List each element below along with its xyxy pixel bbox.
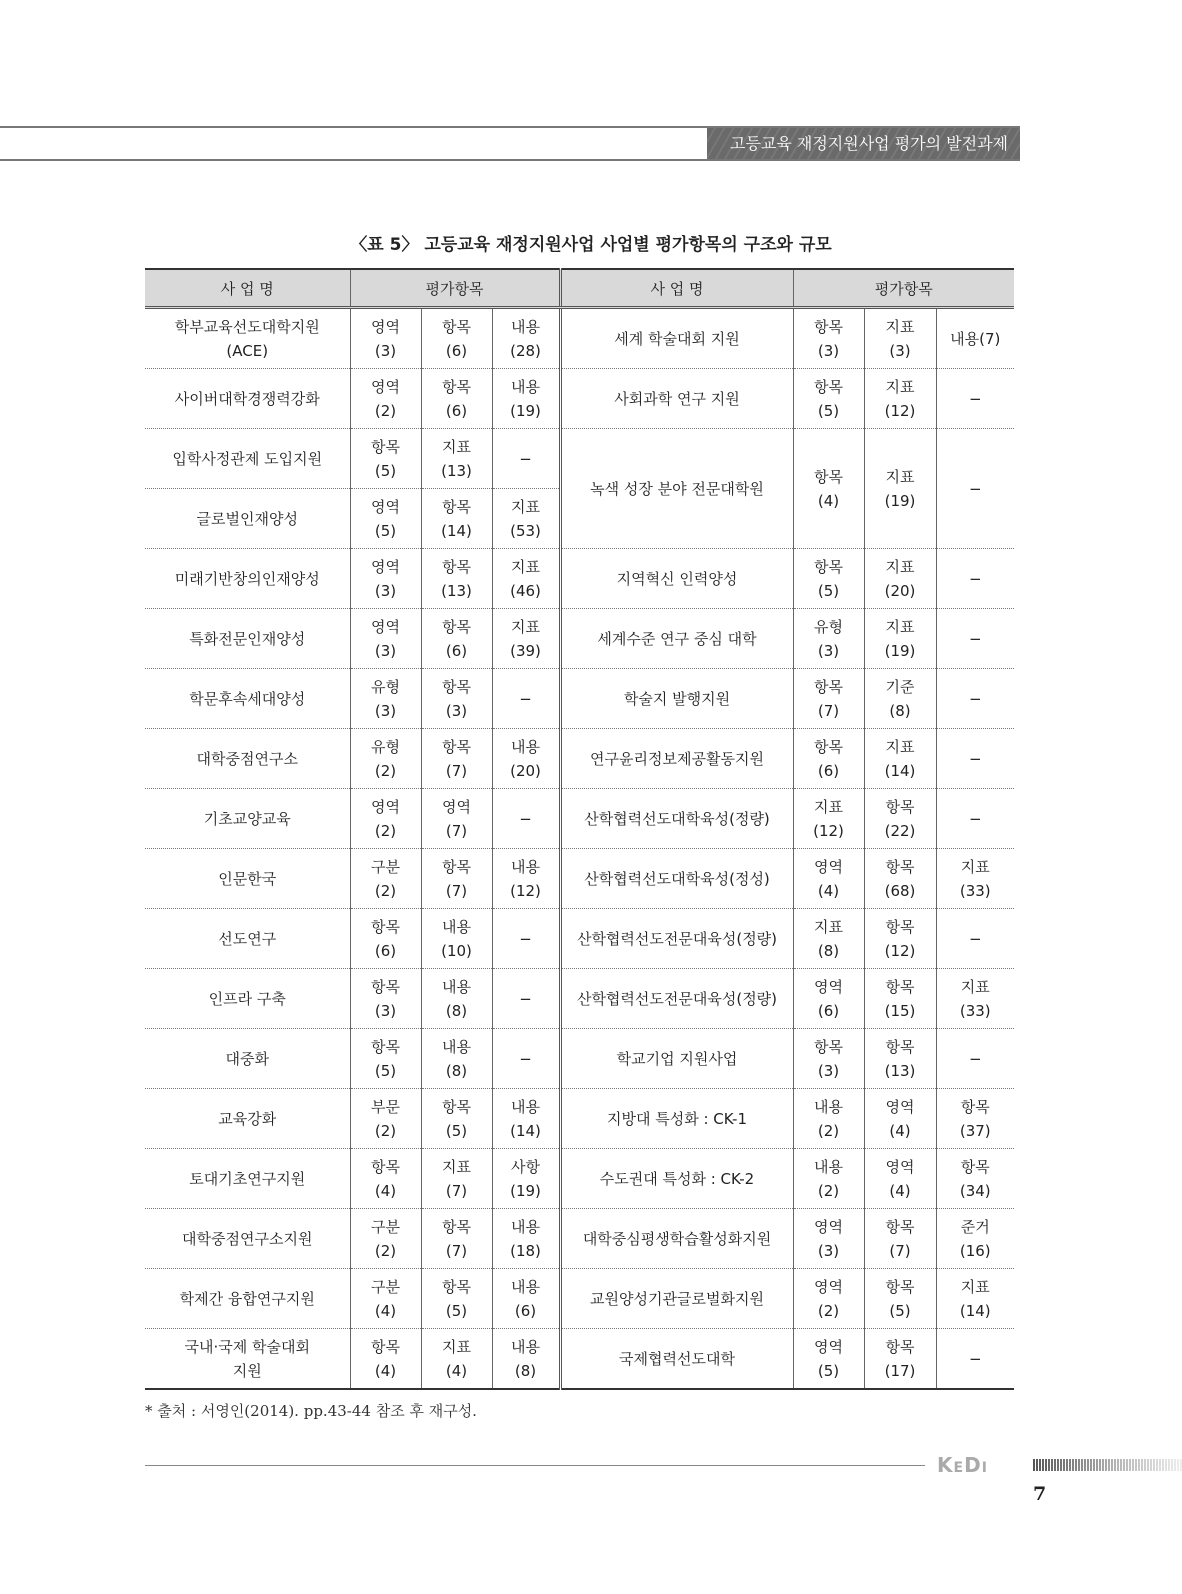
program-name: 입학사정관제 도입지원 xyxy=(145,429,350,489)
evaluation-cell: 항목 (3) xyxy=(793,1029,864,1089)
evaluation-cell: − xyxy=(936,549,1014,609)
evaluation-cell: 지표 (12) xyxy=(864,369,936,429)
evaluation-cell: 영역 (2) xyxy=(350,789,421,849)
evaluation-cell: 영역 (5) xyxy=(350,489,421,549)
evaluation-cell: 항목 (68) xyxy=(864,849,936,909)
evaluation-cell: − xyxy=(936,1029,1014,1089)
evaluation-cell: 내용 (19) xyxy=(492,369,560,429)
evaluation-cell: 영역 (3) xyxy=(350,308,421,369)
evaluation-cell: 내용 (28) xyxy=(492,308,560,369)
footer-gradient-bars xyxy=(1033,1459,1182,1471)
evaluation-cell: 항목 (17) xyxy=(864,1329,936,1390)
table-row xyxy=(145,1029,1014,1089)
program-name: 산학협력선도대학육성(정성) xyxy=(560,849,793,909)
evaluation-cell: 유형 (3) xyxy=(793,609,864,669)
program-name: 국내·국제 학술대회 지원 xyxy=(145,1329,350,1390)
table-row xyxy=(145,308,1014,369)
evaluation-cell: 지표 (19) xyxy=(864,429,936,549)
evaluation-cell: 항목 (5) xyxy=(793,369,864,429)
evaluation-cell: 지표 (46) xyxy=(492,549,560,609)
program-name: 세계수준 연구 중심 대학 xyxy=(560,609,793,669)
evaluation-cell: 내용 (2) xyxy=(793,1149,864,1209)
evaluation-cell: − xyxy=(492,909,560,969)
evaluation-cell: 지표 (33) xyxy=(936,849,1014,909)
evaluation-cell: 항목 (6) xyxy=(421,308,492,369)
evaluation-cell: 영역 (3) xyxy=(350,609,421,669)
program-name: 특화전문인재양성 xyxy=(145,609,350,669)
evaluation-cell: 항목 (6) xyxy=(421,609,492,669)
program-name: 대학중점연구소 xyxy=(145,729,350,789)
kedi-logo: KEDI xyxy=(937,1453,988,1477)
program-name: 산학협력선도대학육성(정량) xyxy=(560,789,793,849)
evaluation-cell: 항목 (6) xyxy=(350,909,421,969)
table-row xyxy=(145,849,1014,909)
table-title: 〈표 5〉 고등교육 재정지원사업 사업별 평가항목의 구조와 규모 xyxy=(350,235,832,255)
evaluation-cell: 내용 (12) xyxy=(492,849,560,909)
evaluation-cell: 내용 (10) xyxy=(421,909,492,969)
evaluation-cell: 지표 (53) xyxy=(492,489,560,549)
evaluation-cell: 항목 (5) xyxy=(421,1269,492,1329)
table-row xyxy=(145,969,1014,1029)
program-name: 사회과학 연구 지원 xyxy=(560,369,793,429)
evaluation-cell: − xyxy=(492,429,560,489)
program-name: 대중화 xyxy=(145,1029,350,1089)
running-header: 고등교육 재정지원사업 평가의 발전과제 xyxy=(707,128,1020,159)
program-name: 인프라 구축 xyxy=(145,969,350,1029)
evaluation-cell: 지표 (7) xyxy=(421,1149,492,1209)
evaluation-cell: 항목 (3) xyxy=(793,308,864,369)
program-name: 지방대 특성화 : CK-1 xyxy=(560,1089,793,1149)
evaluation-cell: 지표 (33) xyxy=(936,969,1014,1029)
evaluation-cell: 구분 (2) xyxy=(350,1209,421,1269)
header-rule-bottom xyxy=(0,159,1020,161)
program-name: 산학협력선도전문대육성(정량) xyxy=(560,969,793,1029)
evaluation-cell: 항목 (3) xyxy=(421,669,492,729)
evaluation-cell: 지표 (3) xyxy=(864,308,936,369)
evaluation-cell: 항목 (7) xyxy=(421,729,492,789)
evaluation-cell: 지표 (13) xyxy=(421,429,492,489)
evaluation-cell: 준거 (16) xyxy=(936,1209,1014,1269)
program-name: 학술지 발행지원 xyxy=(560,669,793,729)
evaluation-cell: 내용 (8) xyxy=(421,969,492,1029)
program-name: 미래기반창의인재양성 xyxy=(145,549,350,609)
evaluation-cell: 항목 (13) xyxy=(864,1029,936,1089)
table-row xyxy=(145,789,1014,849)
evaluation-cell: 항목 (6) xyxy=(793,729,864,789)
program-name: 기초교양교육 xyxy=(145,789,350,849)
evaluation-cell: − xyxy=(936,729,1014,789)
evaluation-cell: 항목 (37) xyxy=(936,1089,1014,1149)
evaluation-cell: 항목 (3) xyxy=(350,969,421,1029)
evaluation-cell: − xyxy=(936,1329,1014,1390)
evaluation-cell: 항목 (15) xyxy=(864,969,936,1029)
evaluation-cell: 항목 (5) xyxy=(421,1089,492,1149)
evaluation-cell: 구분 (4) xyxy=(350,1269,421,1329)
evaluation-cell: − xyxy=(936,669,1014,729)
evaluation-cell: 내용 (8) xyxy=(421,1029,492,1089)
evaluation-cell: 지표 (14) xyxy=(864,729,936,789)
evaluation-cell: 구분 (2) xyxy=(350,849,421,909)
program-name: 세계 학술대회 지원 xyxy=(560,308,793,369)
table-row xyxy=(145,429,1014,489)
evaluation-cell: 영역 (2) xyxy=(350,369,421,429)
table-row xyxy=(145,1149,1014,1209)
program-name: 교육강화 xyxy=(145,1089,350,1149)
table-row xyxy=(145,1269,1014,1329)
program-name: 학교기업 지원사업 xyxy=(560,1029,793,1089)
header-name-right: 사 업 명 xyxy=(560,269,793,308)
evaluation-cell: 내용 (20) xyxy=(492,729,560,789)
program-name: 대학중심평생학습활성화지원 xyxy=(560,1209,793,1269)
evaluation-cell: 영역 (3) xyxy=(350,549,421,609)
program-name: 인문한국 xyxy=(145,849,350,909)
evaluation-cell: 영역 (4) xyxy=(864,1149,936,1209)
evaluation-cell: 유형 (2) xyxy=(350,729,421,789)
program-name: 사이버대학경쟁력강화 xyxy=(145,369,350,429)
table-row xyxy=(145,609,1014,669)
evaluation-cell: 영역 (7) xyxy=(421,789,492,849)
header-items-right: 평가항목 xyxy=(793,269,1014,308)
evaluation-cell: − xyxy=(936,369,1014,429)
evaluation-cell: − xyxy=(492,789,560,849)
table-row xyxy=(145,1329,1014,1390)
evaluation-cell: 항목 (13) xyxy=(421,549,492,609)
evaluation-cell: 영역 (3) xyxy=(793,1209,864,1269)
table-row xyxy=(145,729,1014,789)
evaluation-cell: 지표 (39) xyxy=(492,609,560,669)
program-name: 산학협력선도전문대육성(정량) xyxy=(560,909,793,969)
evaluation-cell: − xyxy=(492,1029,560,1089)
evaluation-cell: 내용(7) xyxy=(936,308,1014,369)
table-row xyxy=(145,369,1014,429)
evaluation-table xyxy=(145,268,1014,1390)
evaluation-cell: 부문 (2) xyxy=(350,1089,421,1149)
evaluation-cell: 지표 (12) xyxy=(793,789,864,849)
source-note: * 출처 : 서영인(2014). pp.43-44 참조 후 재구성. xyxy=(145,1402,477,1420)
evaluation-cell: 내용 (18) xyxy=(492,1209,560,1269)
table-row xyxy=(145,1089,1014,1149)
evaluation-cell: 내용 (6) xyxy=(492,1269,560,1329)
evaluation-cell: − xyxy=(936,909,1014,969)
evaluation-cell: 지표 (14) xyxy=(936,1269,1014,1329)
table-row xyxy=(145,669,1014,729)
table-row xyxy=(145,909,1014,969)
program-name: 대학중점연구소지원 xyxy=(145,1209,350,1269)
evaluation-cell: 항목 (5) xyxy=(350,1029,421,1089)
program-name: 학부교육선도대학지원 (ACE) xyxy=(145,308,350,369)
evaluation-cell: 영역 (2) xyxy=(793,1269,864,1329)
evaluation-cell: 항목 (4) xyxy=(350,1329,421,1390)
evaluation-cell: 항목 (7) xyxy=(793,669,864,729)
evaluation-cell: 지표 (20) xyxy=(864,549,936,609)
program-name: 글로벌인재양성 xyxy=(145,489,350,549)
program-name: 수도권대 특성화 : CK-2 xyxy=(560,1149,793,1209)
evaluation-cell: 항목 (34) xyxy=(936,1149,1014,1209)
program-name: 녹색 성장 분야 전문대학원 xyxy=(560,429,793,549)
evaluation-cell: 항목 (7) xyxy=(421,1209,492,1269)
evaluation-cell: 항목 (5) xyxy=(350,429,421,489)
evaluation-cell: 항목 (4) xyxy=(793,429,864,549)
program-name: 국제협력선도대학 xyxy=(560,1329,793,1390)
evaluation-cell: 내용 (2) xyxy=(793,1089,864,1149)
evaluation-cell: 내용 (8) xyxy=(492,1329,560,1390)
evaluation-cell: 지표 (19) xyxy=(864,609,936,669)
evaluation-cell: 항목 (7) xyxy=(864,1209,936,1269)
header-items-left: 평가항목 xyxy=(350,269,560,308)
table-header-row xyxy=(145,269,1014,308)
evaluation-cell: 항목 (5) xyxy=(864,1269,936,1329)
evaluation-cell: 지표 (8) xyxy=(793,909,864,969)
table-row xyxy=(145,1209,1014,1269)
program-name: 학제간 융합연구지원 xyxy=(145,1269,350,1329)
evaluation-cell: 내용 (14) xyxy=(492,1089,560,1149)
table-row xyxy=(145,549,1014,609)
evaluation-cell: 영역 (4) xyxy=(864,1089,936,1149)
evaluation-cell: 항목 (6) xyxy=(421,369,492,429)
evaluation-cell: − xyxy=(936,429,1014,549)
evaluation-cell: 항목 (12) xyxy=(864,909,936,969)
evaluation-cell: − xyxy=(936,609,1014,669)
evaluation-cell: 항목 (14) xyxy=(421,489,492,549)
evaluation-cell: 사항 (19) xyxy=(492,1149,560,1209)
page-number: 7 xyxy=(1033,1483,1047,1505)
evaluation-cell: 영역 (4) xyxy=(793,849,864,909)
evaluation-cell: 영역 (5) xyxy=(793,1329,864,1390)
program-name: 지역혁신 인력양성 xyxy=(560,549,793,609)
header-name-left: 사 업 명 xyxy=(145,269,350,308)
evaluation-cell: 항목 (4) xyxy=(350,1149,421,1209)
evaluation-cell: − xyxy=(492,969,560,1029)
program-name: 교원양성기관글로벌화지원 xyxy=(560,1269,793,1329)
evaluation-cell: − xyxy=(936,789,1014,849)
evaluation-cell: 기준 (8) xyxy=(864,669,936,729)
evaluation-cell: 항목 (5) xyxy=(793,549,864,609)
program-name: 연구윤리정보제공활동지원 xyxy=(560,729,793,789)
evaluation-cell: 항목 (22) xyxy=(864,789,936,849)
footer-rule xyxy=(145,1465,925,1466)
program-name: 토대기초연구지원 xyxy=(145,1149,350,1209)
evaluation-cell: 유형 (3) xyxy=(350,669,421,729)
evaluation-cell: − xyxy=(492,669,560,729)
program-name: 선도연구 xyxy=(145,909,350,969)
evaluation-cell: 항목 (7) xyxy=(421,849,492,909)
evaluation-cell: 지표 (4) xyxy=(421,1329,492,1390)
evaluation-cell: 영역 (6) xyxy=(793,969,864,1029)
program-name: 학문후속세대양성 xyxy=(145,669,350,729)
